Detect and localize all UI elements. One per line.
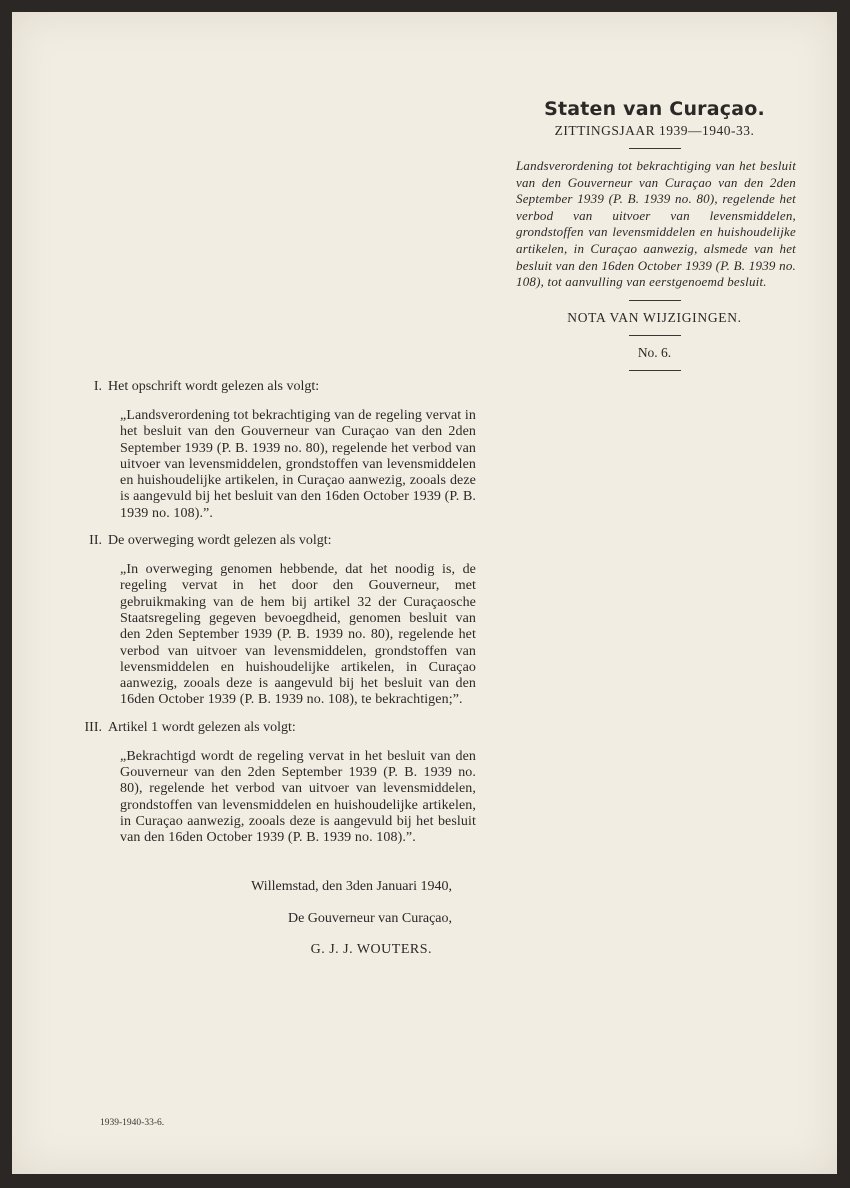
session-year: ZITTINGSJAAR 1939—1940-33.: [554, 123, 755, 138]
signature-place-date: Willemstad, den 3den Januari 1940,: [251, 879, 452, 894]
document-header: [502, 98, 807, 380]
amendment-heading: Artikel 1 wordt gelezen als volgt:: [108, 719, 296, 735]
divider-2: [629, 300, 681, 301]
footer-code: 1939-1940-33-6.: [100, 1118, 165, 1128]
amendment-numeral: III.: [84, 719, 102, 735]
divider-1: [629, 148, 681, 149]
amendment-heading: Het opschrift wordt gelezen als volgt:: [108, 379, 320, 394]
amendment-item-3: [78, 719, 478, 847]
signature-role: De Gouverneur van Curaçao,: [287, 911, 452, 926]
amendment-numeral: II.: [89, 533, 102, 549]
signature-name: G. J. J. WOUTERS.: [310, 942, 432, 957]
amendment-text: „Bekrachtigd wordt de regeling vervat in het besluit van den Gouverneur van den 2den September 1939 (P. B. 1939 no. 80), regelende het verbod van uitvoer van levensmiddelen, grondstoffen van levensmiddelen en huishoudelijke artikelen, in Curaçao aanwezig, zooals deze is aangevuld bij het besluit van den 16den October 1939 (P. B. 1939 no. 108).”.: [120, 748, 476, 846]
amendment-text: „In overweging genomen hebbende, dat het noodig is, de regeling vervat in het door den Gouverneur, met gebruikmaking van de hem bij artikel 32 der Curaçaosche Staatsregeling gegeven bevoegdheid, genomen besluit van den 2den September 1939 (P. B. 1939 no. 80), regelende het verbod van uitvoer van levensmiddelen, grondstoffen van levensmiddelen en huishoudelijke artikelen, in Curaçao aanwezig, zooals deze is aangevuld bij het besluit van den 16den October 1939 (P. B. 1939 no. 108), te bekrachtigen;”.: [120, 562, 476, 708]
ordinance-description: Landsverordening tot bekrachtiging van het besluit van den Gouverneur van Curaçao van den 2den September 1939 (P. B. 1939 no. 80), regelende het verbod van uitvoer van levensmiddelen, grondstoffen van levensmiddelen en huishoudelijke artikelen, in Curaçao aanwezig, alsmede van het besluit van den 16den October 1939 (P. B. 1939 no. 108), tot aanvulling van eerstgenoemd besluit.: [516, 158, 796, 290]
divider-3: [629, 335, 681, 336]
amendment-numeral: I.: [93, 379, 102, 394]
document-page: [12, 12, 837, 1174]
document-number: No. 6.: [637, 344, 672, 360]
divider-4: [629, 370, 681, 371]
document-title: Staten van Curaçao.: [544, 98, 765, 120]
amendment-text: „Landsverordening tot bekrachtiging van de regeling vervat in het besluit van den Gouverneur van Curaçao van den 2den September 1939 (P. B. 1939 no. 80), regelende het verbod van uitvoer van levensmiddelen, grondstoffen van levensmiddelen en huishoudelijke artikelen, in Curaçao aanwezig, zooals deze is aangevuld bij het besluit van den 16den October 1939 (P. B. 1939 no. 108).”.: [120, 408, 476, 521]
nota-heading: NOTA VAN WIJZIGINGEN.: [567, 309, 742, 325]
amendments-body: [78, 378, 478, 857]
amendment-heading: De overweging wordt gelezen als volgt:: [108, 533, 332, 549]
amendment-item-2: [78, 532, 478, 709]
amendment-item-1: [78, 378, 478, 522]
